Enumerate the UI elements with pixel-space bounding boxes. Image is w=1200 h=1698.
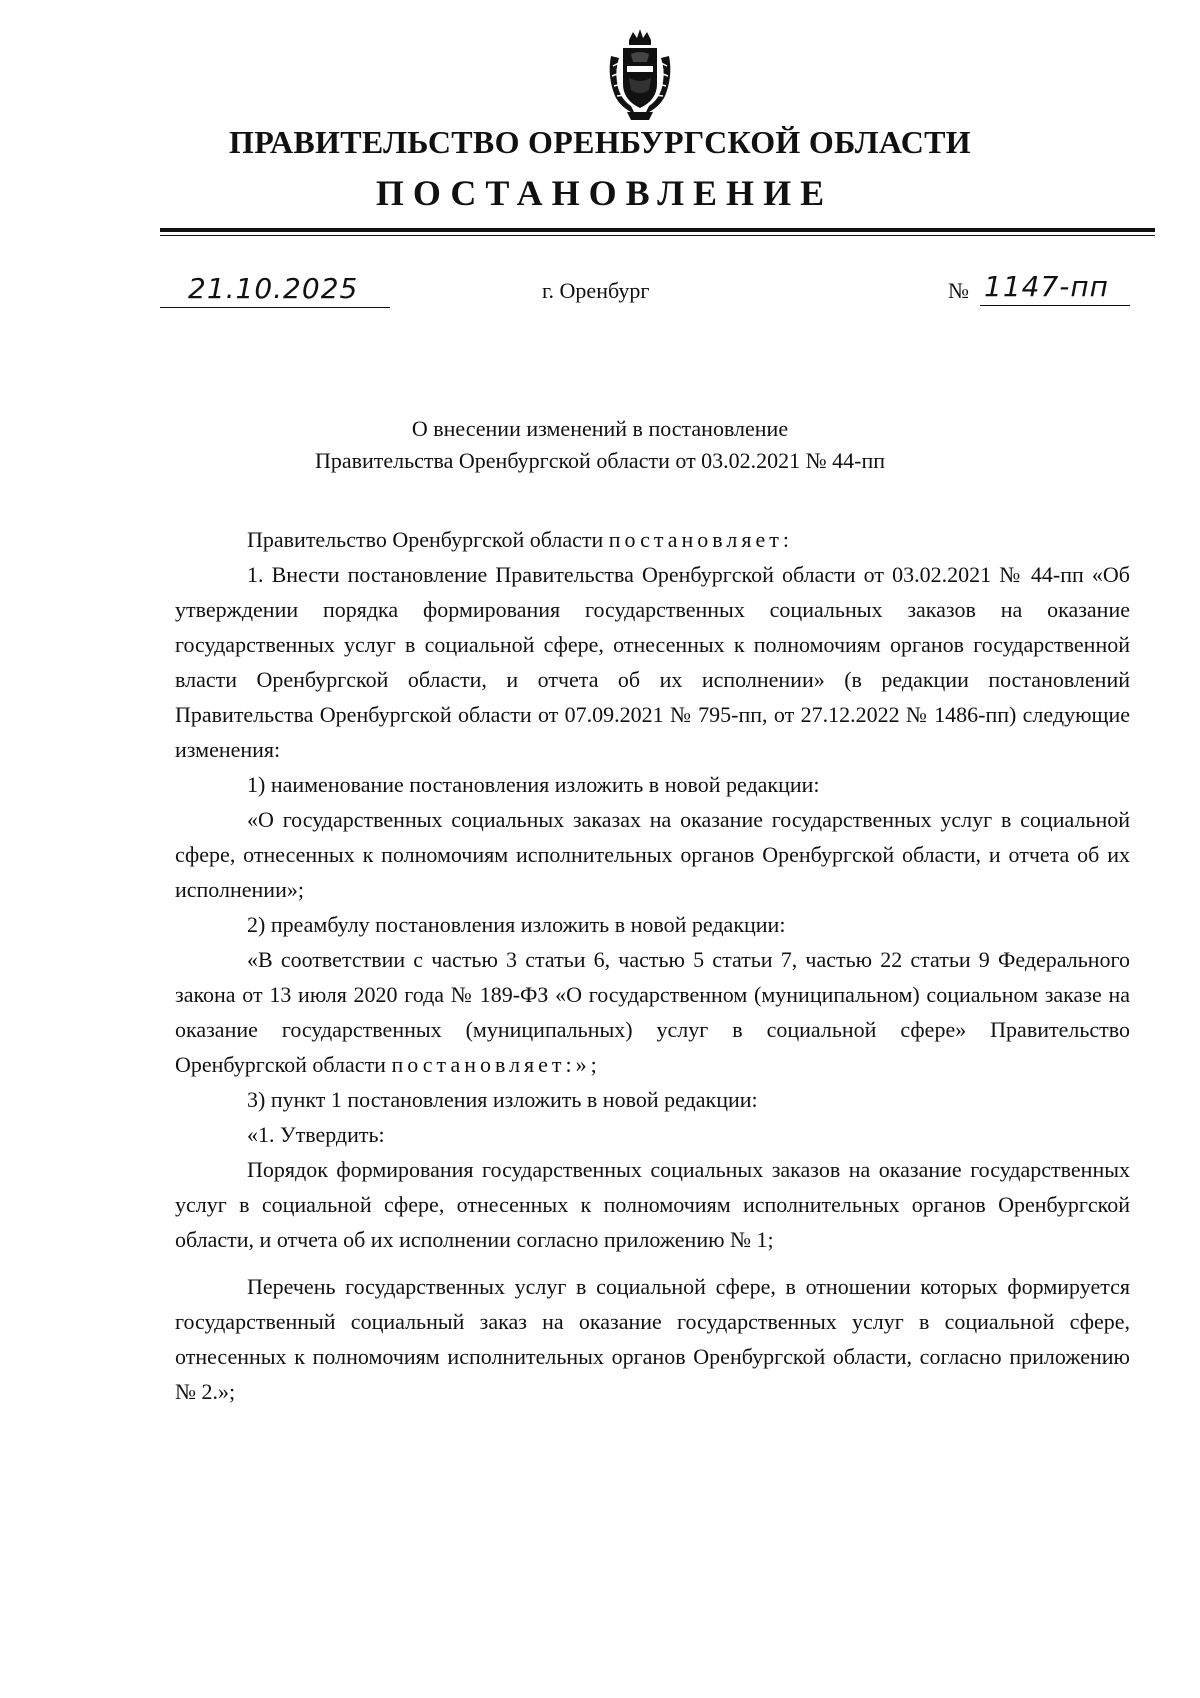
paragraph-5 — [175, 942, 1130, 1082]
header-divider-thin — [160, 235, 1155, 236]
number-sign: № — [948, 278, 969, 303]
date-underline — [160, 307, 390, 308]
paragraph-2: 1) наименование постановления изложить в новой редакции: — [247, 772, 820, 797]
intro-paragraph — [175, 522, 1130, 557]
document-number-field — [948, 270, 1158, 304]
paragraph-9: Перечень государственных услуг в социальной сфере, в отношении которых формируется государственный социальный заказ на оказание государственных услуг в социальной сфере, отнесенных к полномочиям исполнительных органов Оренбургской области, согласно приложению № 2.»; — [175, 1274, 1130, 1404]
paragraph-7: «1. Утвердить: — [247, 1122, 385, 1147]
document-date: 21.10.2025 — [188, 272, 359, 305]
header-divider-thick — [160, 228, 1155, 232]
intro-verb: постановляет: — [608, 527, 793, 552]
number-underline — [980, 305, 1130, 306]
subject-line-2: Правительства Оренбургской области от 03.02.2021 № 44-пп — [314, 448, 886, 473]
intro-prefix: Правительство Оренбургской области — [247, 527, 604, 552]
document-number: 1147-пп — [984, 270, 1109, 303]
paragraph-1: 1. Внести постановление Правительства Оренбургской области от 03.02.2021 № 44-пп «Об утверждении порядка формирования государственных социальных заказов на оказание государственных услуг в социальной сфере, отнесенных к полномочиям органов государственной власти Оренбургской области, и отчета об их исполнении» (в редакции постановлений Правительства Оренбургской области от 07.09.2021 № 795-пп, от 27.12.2022 № 1486-пп) следующие изменения: — [175, 562, 1130, 762]
paragraph-5-verb: постановляет:»; — [391, 1052, 601, 1077]
document-type-title: ПОСТАНОВЛЕНИЕ — [375, 173, 834, 213]
paragraph-6: 3) пункт 1 постановления изложить в новой редакции: — [247, 1087, 758, 1112]
document-city: г. Оренбург — [542, 278, 650, 303]
paragraph-3: «О государственных социальных заказах на оказание государственных услуг в социальной сфере, отнесенных к полномочиям исполнительных органов Оренбургской области, и отчета об их исполнении»; — [175, 807, 1130, 902]
document-date-field — [160, 272, 390, 306]
document-subject — [0, 413, 1200, 477]
paragraph-4: 2) преамбулу постановления изложить в новой редакции: — [247, 912, 786, 937]
organization-name: ПРАВИТЕЛЬСТВО ОРЕНБУРГСКОЙ ОБЛАСТИ — [229, 124, 971, 160]
subject-line-1: О внесении изменений в постановление — [411, 416, 789, 441]
coat-of-arms-icon — [601, 26, 679, 122]
paragraph-5-text: «В соответствии с частью 3 статьи 6, частью 5 статьи 7, частью 22 статьи 9 Федерального закона от 13 июля 2020 года № 189-ФЗ «О государственном (муниципальном) социальном заказе на оказание государственных (муниципальных) услуг в социальной сфере» Правительство Оренбургской области — [175, 947, 1130, 1077]
document-body — [175, 522, 1130, 1409]
paragraph-8: Порядок формирования государственных социальных заказов на оказание государственных услуг в социальной сфере, отнесенных к полномочиям исполнительных органов Оренбургской области, и отчета об их исполнении согласно приложению № 1; — [175, 1157, 1130, 1252]
